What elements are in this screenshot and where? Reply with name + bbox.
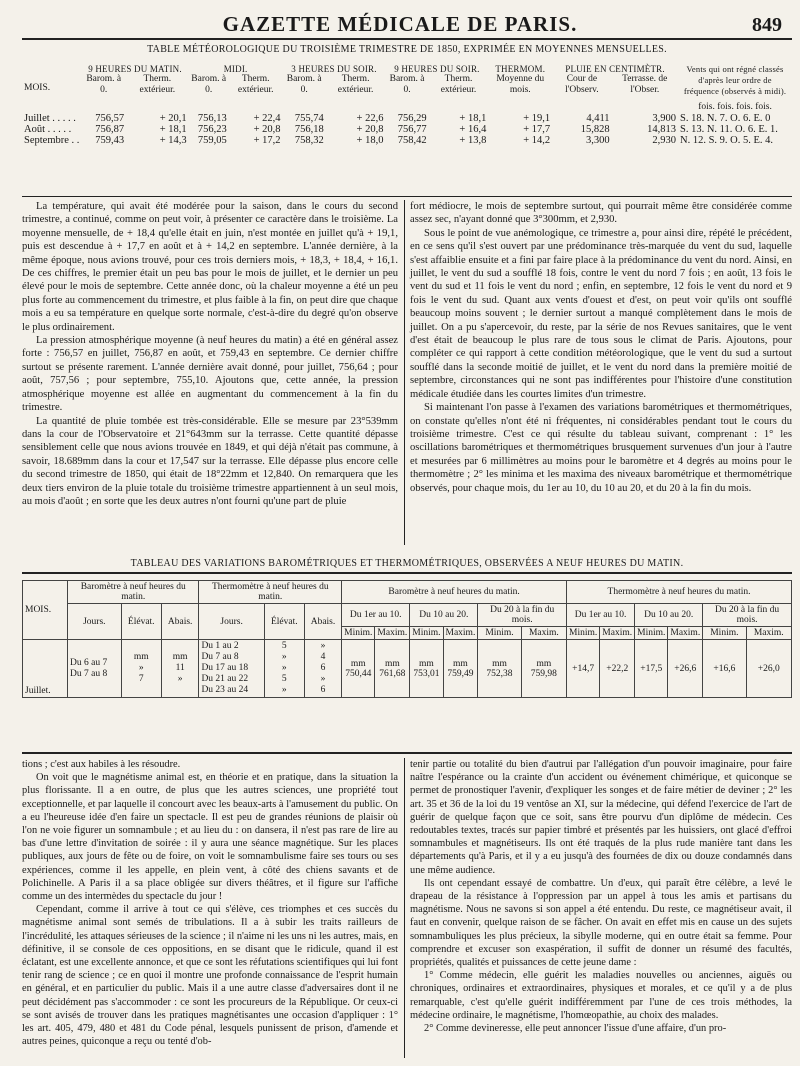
header-max: Maxim. xyxy=(443,627,478,640)
header-max: Maxim. xyxy=(375,627,410,640)
paragraph-pression: La pression atmosphérique moyenne (à neuf heures du matin) a été en général assez forte : 756,57 en juillet, 756,87 en août, et 759,43 en septembre. Ce dernier chiffre surtout se présente rarement. L'année dernière avait donné, pour juillet, 756,64 ; pour août, 757,56 ; pour septembre, 755,10. Ajoutons que, cette année, la pression atmosphérique moyenne est allée en augmentant du commencement à la fin du trimestre. xyxy=(22,335,398,414)
header-min: Minim. xyxy=(567,627,600,640)
header-elevat: Élévat. xyxy=(121,604,161,640)
paragraph-anemologie: Sous le point de vue anémologique, ce trimestre a, pour ainsi dire, répété le précédent, en ce sens qu'il s'est ouvert par une prédominance très-marquée du vent du sud, laquelle s'est affaiblie ensuite et a fini par faire place à la prédominance du vent du nord. Ainsi, en juillet, le vent du sud a soufflé 18 fois, contre le vent du nord 7 fois ; en août, 13 fois le vent du sud et 11 fois le vent du nord ; enfin, en septembre, 12 fois le vent du nord et 9 fois le vent du sud. Quant aux vents d'ouest et d'est, on peut voir qu'ils ont soufflé beaucoup moins souvent ; le dernier surtout a manqué complètement dans le mois de juillet. On a pu s'apercevoir, du reste, par la série de nos Revues sanitaires, que le vent d'est était de beaucoup le plus rare de tous sous le climat de Paris. Ajoutons, pour compléter ce qui rapport à cette condition météorologique, que le vent du sud a surtout soufflé dans la seconde moitié de juillet, et le vent du nord dans la première moitié de septembre, circonstances qui ne sont pas indifférentes pour l'histoire d'une constitution médicale étudiée dans les courtes limites d'un trimestre. xyxy=(410,227,792,400)
table-row: Juillet. Du 6 au 7 Du 7 au 8 mm » 7 mm 11 » Du 1 au 2 Du 7 au 8 Du 17 au 18 Du 21 au 22 Du 23 au 24 5 » » 5 » » 4 6 » 6 mm 750,44 mm 761,68 mm 753,01 mm 759,49 mm 752,38 mm 759,98 +14,7 +22,2 +17,5 +26,6 +16,6 +26,0 xyxy=(23,640,792,698)
paragraph: On voit que le magnétisme animal est, en théorie et en pratique, dans la situation la plus florissante. Il a en outre, de plus que les autres sciences, une propriété tout exceptionnelle, et par laquelle il concourt avec les beaux-arts à l'amusement du public. On a eu l'heureuse idée d'en faire un spectacle. Il est peu de grandes réunions de plaisir où l'on ne voie figurer un somnambule ; et au lieu du : on dansera, il n'est pas rare de lire au bas d'une lettre d'invitation de soirée : il y aura une séance magnétique. Sur les places publiques, aux jours de fête ou de foire, on voit le somnambulisme faire ses tours ou ses expériences, comme il les appelle, en plein vent, à côté des chiens savants et de Polichinelle. A Paris il a sa place obligée sur divers théâtres, et il figure sur l'affiche comme un des intermèdes du spectacle du jour ! xyxy=(22,772,398,903)
header-jours: Jours. xyxy=(199,604,264,640)
table-row: Août . . . . . 756,87 + 18,1 756,23 + 20,8 756,18 + 20,8 756,77 + 16,4 + 17,7 15,828 14,813 S. 13. N. 11. O. 6. E. 1. xyxy=(24,124,778,135)
col-therm: Therm. extérieur. xyxy=(337,74,374,95)
col-therm: Therm. extérieur. xyxy=(139,74,176,95)
col-therm: Therm. extérieur. xyxy=(440,74,477,95)
header-min: Minim. xyxy=(635,627,668,640)
month-label: Juillet. xyxy=(23,640,68,698)
col-cour: Cour de l'Observ. xyxy=(565,74,599,95)
group-9h-matin: 9 HEURES DU MATIN. xyxy=(88,64,182,74)
group-thermom: THERMOM. xyxy=(495,64,546,74)
table2-rule xyxy=(22,572,792,574)
paragraph: Ils ont cependant essayé de combattre. Un d'eux, qui paraît être célèbre, a levé le drapeau de la résistance à l'oppression par un appel à tous les amis et partisans du magnétisme. Nous ne savons si son appel a été entendu. Du reste, ce magnétiseur avait, il faut en convenir, quelque raison de se fâcher. On avait en effet mis en cause un des sujets somnambuliques les plus précieux, la sibylle moderne, qui en outre était sa femme. Pour comprendre et excuser son exaspération, il suffit de donner un résumé des facultés, propriétés, qualités et puissances de cette jeune dame : xyxy=(410,877,792,969)
variations-table xyxy=(22,580,792,698)
col-terrasse: Terrasse. de l'Obser. xyxy=(622,74,668,95)
header-thermo-variations: Thermomètre à neuf heures du matin. xyxy=(199,581,342,604)
group-pluie: PLUIE EN CENTIMÈTR. xyxy=(565,64,665,74)
column-divider xyxy=(404,758,405,1058)
table2-title: TABLEAU DES VARIATIONS BAROMÉTRIQUES ET THERMOMÉTRIQUES, OBSERVÉES A NEUF HEURES DU MATIN. xyxy=(130,558,684,569)
page-number: 849 xyxy=(752,14,782,36)
header-abais: Abais. xyxy=(304,604,341,640)
paragraph: Cependant, comme il arrive à tout ce qui s'élève, ces triomphes et ces succès du magnétisme animal sont semés de tribulations. Il a à subir les traits railleurs de l'incrédulité, les attaques sérieuses de la science ; il n'aime ni les uns ni les autres, mais, en définitive, il se console de ces oppositions, en se disant que le ridicule, quand il est éclatant, est une excellente annonce, et que ce sont les réfutations scientifiques qui lui font tenir rang de science ; ce en quoi il montre une profonde connaissance de l'esprit humain en général, et en particulier du public. Mais il a une autre classe d'adversaires dont il ne peut décidément pas s'accommoder : ce sont les procureurs de la République. Or ceux-ci se sont avisés de trouver dans les pratiques magnétisantes une occasion d'appliquer : 1° les art. 405, 479, 480 et 481 du Code pénal, lesquels punissent de prison, d'amende et autres peines, quiconque a reçu ou tenté d'ob- xyxy=(22,904,398,1048)
header-period-3: Du 20 à la fin du mois. xyxy=(703,604,792,627)
header-max: Maxim. xyxy=(668,627,703,640)
header-baro-variations: Baromètre à neuf heures du matin. xyxy=(68,581,199,604)
paragraph-temperature: La température, qui avait été modérée pour la saison, dans le cours du second trimestre, a continué, comme on peut voir, à présenter ce caractère dans le troisième. La moyenne mensuelle, de + 18,4 qu'elle était en juin, n'est montée en juillet qu'à + 19,1, puis est descendue à + 17,7 en août et à + 14,2 en septembre. L'année dernière, à la même époque, nous avions trouvé, pour ces trois derniers mois, + 18,3, + 18,4, + 16,1. De ces chiffres, le premier était un peu bas pour le mois de juillet, et le dernier un peu élevé pour le mois de septembre. Cette année donc, où la chaleur moyenne a été un peu plus forte au commencement du trimestre, et plus faible à la fin, on peut dire que chaque mois a eu sa température en quelque sorte normale, c'est-à-dire du degré qu'on observe le plus ordinairement. xyxy=(22,201,398,333)
col-moyenne: Moyenne du mois. xyxy=(496,74,545,95)
col-therm: Therm. extérieur. xyxy=(237,74,274,95)
header-abais: Abais. xyxy=(161,604,199,640)
paragraph-variations: Si maintenant l'on passe à l'examen des variations barométriques et thermométriques, on constate qu'elles n'ont été ni fréquentes, ni considérables pendant tout le cours du troisième trimestre. C'est ce qui résulte du tableau suivant, comprenant : 1° les oscillations barométriques et thermométriques brusquement survenues d'un jour à l'autre et mesurées par 6 millimètres au moins pour le baromètre et 4 degrés au moins pour le thermomètre ; 2° les minima et les maxima des niveaux barométrique et thermométrique observés, pour chaque mois, du 1er au 10, du 10 au 20, et du 20 à la fin du mois. xyxy=(410,402,792,494)
col-barom: Barom. à 0. xyxy=(389,74,425,95)
header-rule xyxy=(22,38,792,40)
header-elevat: Élévat. xyxy=(264,604,304,640)
header-period-1: Du 1er au 10. xyxy=(567,604,635,627)
feuilleton-column-left xyxy=(22,758,398,1048)
header-max: Maxim. xyxy=(521,627,566,640)
header-period-2: Du 10 au 20. xyxy=(635,604,703,627)
header-period-2: Du 10 au 20. xyxy=(410,604,478,627)
feuilleton-column-right xyxy=(410,758,792,1035)
article-column-left xyxy=(22,200,398,508)
header-min: Minim. xyxy=(703,627,746,640)
col-barom: Barom. à 0. xyxy=(86,74,122,95)
header-mois: MOIS. xyxy=(23,581,68,640)
paragraph-continued: fort médiocre, le mois de septembre surtout, qui pourrait même être considérée comme assez sec, n'ayant donné que 3°300mm, et 2,930. xyxy=(410,201,792,226)
header-period-1: Du 1er au 10. xyxy=(342,604,410,627)
group-vents: Vents qui ont régné classés d'après leur ordre de fréquence (observés à midi). xyxy=(683,64,787,96)
paragraph: tenir partie ou totalité du bien d'autrui par l'allégation d'un pouvoir imaginaire, pour faire naître l'espérance ou la crainte d'un accident ou événement chimérique, et quiconque se permet de pronostiquer l'avenir, d'expliquer les songes et de faire métier de deviner ; 2° les art. 35 et 36 de la loi du 19 ventôse an XI, sur la médecine, qui défend l'exercice de l'art de guérir de quelque façon que ce soit, sans être pourvu d'un diplôme de médecin. Ces redoutables textes, tracés sur papier timbré et présentés par les huissiers, ont glacé d'effroi somnambules et magnétiseurs. Ils ont été traqués de la plus rude manière tant dans les départements qu'à Paris, et il y a eu jusqu'à des fournées de dix ou douze condamnés dans une même audience. xyxy=(410,759,792,876)
header-max: Maxim. xyxy=(746,627,791,640)
header-jours: Jours. xyxy=(68,604,122,640)
col-barom: Barom. à 0. xyxy=(191,74,227,95)
meteorological-table xyxy=(22,64,792,146)
journal-title: GAZETTE MÉDICALE DE PARIS. xyxy=(222,12,578,36)
group-midi: MIDI. xyxy=(223,64,248,74)
table-row: Juillet . . . . . 756,57 + 20,1 756,13 + 22,4 755,74 + 22,6 756,29 + 18,1 + 19,1 4,411 3,900 S. 18. N. 7. O. 6. E. 0 xyxy=(24,113,771,124)
header-baro-extremes: Baromètre à neuf heures du matin. xyxy=(342,581,567,604)
header-min: Minim. xyxy=(410,627,443,640)
column-divider xyxy=(404,200,405,545)
group-9h-soir: 9 HEURES DU SOIR. xyxy=(394,64,480,74)
header-min: Minim. xyxy=(478,627,521,640)
table1-rule xyxy=(22,196,792,197)
header-period-3: Du 20 à la fin du mois. xyxy=(478,604,567,627)
col-mois: MOIS. xyxy=(24,82,51,93)
col-fois: fois. fois. fois. fois. xyxy=(698,102,772,112)
paragraph: tions ; c'est aux habiles à les résoudre. xyxy=(22,759,181,770)
group-3h-soir: 3 HEURES DU SOIR. xyxy=(291,64,377,74)
table2-bottom-rule xyxy=(22,752,792,754)
header-max: Maxim. xyxy=(600,627,635,640)
header-min: Minim. xyxy=(342,627,375,640)
paragraph: 1° Comme médecin, elle guérit les maladies nouvelles ou anciennes, aiguës ou chroniques, ordinaires et extraordinaires, physiques et morales, et ce qu'il y a de plus remarquable, c'est qu'elle guérit indifféremment par l'une de ces trois méthodes, la médecine ordinaire, le magnétisme, l'homœopathie, au choix des malades. xyxy=(410,970,792,1021)
header-thermo-extremes: Thermomètre à neuf heures du matin. xyxy=(567,581,792,604)
col-barom: Barom. à 0. xyxy=(286,74,322,95)
paragraph: 2° Comme devineresse, elle peut annoncer l'issue d'une affaire, d'un pro- xyxy=(424,1023,727,1035)
table1-title: TABLE MÉTÉOROLOGIQUE DU TROISIÈME TRIMESTRE DE 1850, EXPRIMÉE EN MOYENNES MENSUELLES. xyxy=(147,44,667,55)
paragraph-pluie: La quantité de pluie tombée est très-considérable. Elle se mesure par 23°539mm dans la cour de l'Observatoire et 21°643mm sur la terrasse. Cette quantité dépasse sensiblement celle que nous avions trouvée en 1849, et qui déjà n'était pas commune, à savoir, 18.689mm dans la cour et 17,547 sur la terrasse. Elle dépasse plus encore celle du second trimestre de 1850, qui était de 18°22mm et 12,840. On remarquera que les deux tiers environ de la pluie totale du troisième trimestre appartiennent à un seul mois, au mois d'août ; en sorte que les deux autres n'ont fourni qu'une part de pluie xyxy=(22,415,398,507)
table-row: Septembre . . 759,43 + 14,3 759,05 + 17,2 758,32 + 18,0 758,42 + 13,8 + 14,2 3,300 2,930 N. 12. S. 9. O. 5. E. 4. xyxy=(24,135,774,146)
article-column-right xyxy=(410,200,792,495)
